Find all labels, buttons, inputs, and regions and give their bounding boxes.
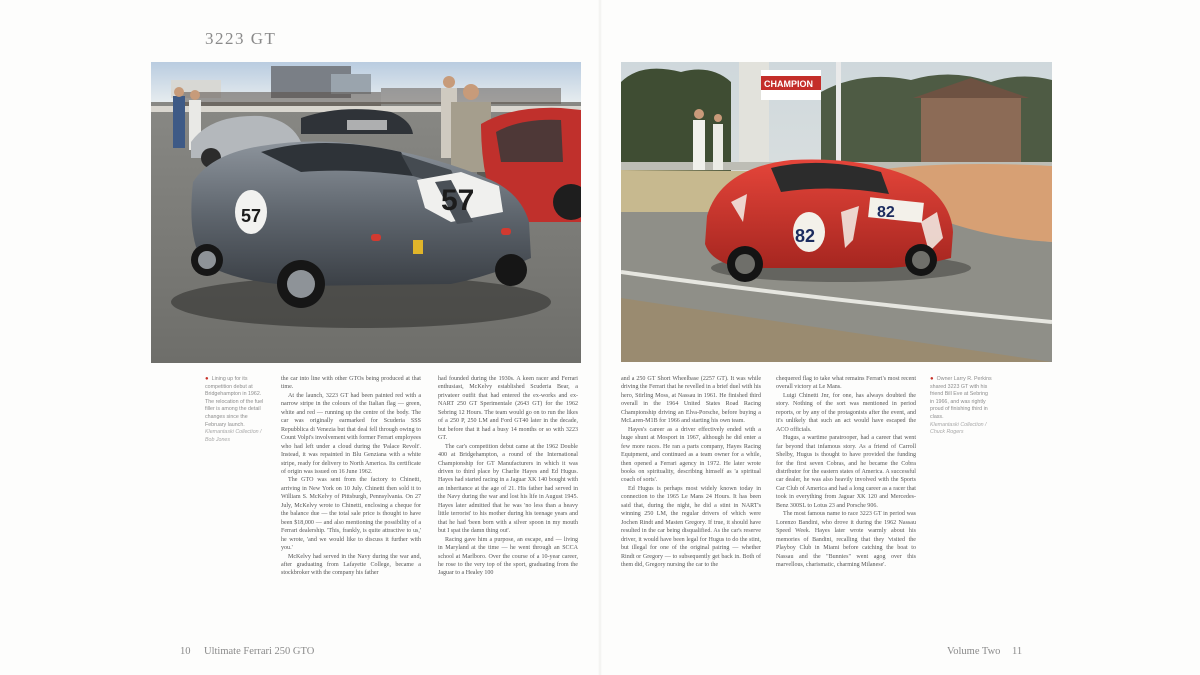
chapter-title: 3223 GT xyxy=(205,29,277,48)
body-column-1 xyxy=(281,375,421,578)
right-car-number: 82 xyxy=(877,204,895,221)
body-column-3 xyxy=(621,375,761,569)
paragraph: Hayes's career as a driver effectively ended with a huge shunt at Mosport in 1967, although he did enter a few more races. He ran a parts company, Hayes Racing Equipment, and continued as a team owner for a while, then opened a Ferrari agency in 1972. He later wrote books on spirituality, describing himself as 'a spiritual coach of sorts'. xyxy=(621,426,761,484)
body-column-2 xyxy=(438,375,578,578)
paragraph: Racing gave him a purpose, an escape, and — living in Maryland at the time — he went through an SCCA school at Marlboro. Over the course of a 10-year career, he rose to the very top of the sport, graduating from the Jaguar to a Healey 100 xyxy=(438,536,578,577)
right-caption-credit: Klemantaski Collection / Chuck Rogers xyxy=(930,421,987,436)
paragraph: The car's competition debut came at the 1962 Double 400 at Bridgehampton, a round of the International Championship for GT Manufacturers in which it was driven to third place by Charlie Hayes and Ed Hugus. Hayes had started racing in a Jaguar XK 140 bought with an inheritance at the age of 21. His father had served in the Navy during the war and lost his life in August 1945. Hayes later admitted that he was 'no less than a heavy little terrorist' to his mother during his teenage years and that he had 'been born with a silver spoon in my mouth but I spat the damn thing out'. xyxy=(438,443,578,535)
right-page-number: 11 xyxy=(1012,646,1023,657)
left-page-number: 10 xyxy=(180,646,191,657)
body-column-4 xyxy=(776,375,916,569)
champion-sign: CHAMPION xyxy=(764,79,813,89)
right-running-title: Volume Two xyxy=(947,646,1001,657)
left-car-number: 57 xyxy=(441,184,475,217)
left-car-side-number: 57 xyxy=(241,206,262,226)
paragraph: chequered flag to take what remains Ferrari's most recent overall victory at Le Mans. xyxy=(776,376,916,391)
left-photo-caption xyxy=(205,376,267,444)
paragraph: McKelvy had served in the Navy during the war and, after graduating from Lafayette College, became a stockbroker with the company his father xyxy=(281,553,421,577)
right-car-side-number: 82 xyxy=(795,226,816,246)
left-running-title: Ultimate Ferrari 250 GTO xyxy=(204,646,315,657)
paragraph: Luigi Chinetti Jnr, for one, has always doubted the story. Nothing of the sort was mentioned in period reports, or by any of the protagonists after the event, and it's unlikely that such an act would have escaped the ACO officials. xyxy=(776,392,916,433)
paragraph: The most famous name to race 3223 GT in period was Lorenzo Bandini, who drove it during the 1962 Nassau Speed Week. Hayes later wrote warmly about his memories of Bandini, recalling that they 'visited the Playboy Club in Miami before catching the boat to Nassau and the "Bunnies" went agog over this marvellous, charismatic, charming Milanese'. xyxy=(776,511,916,568)
left-caption-credit: Klemantaski Collection / Bob Jones xyxy=(205,429,262,443)
caption-bullet-icon: ● xyxy=(930,376,934,382)
caption-bullet-icon: ● xyxy=(205,376,209,382)
paragraph: had founded during the 1930s. A keen racer and Ferrari enthusiast, McKelvy established Scuderia Bear, a privateer outfit that had entered the ex-works and ex-NART 250 GT Sperimentale (2643 GT) for the 1962 Sebring 12 Hours. The team would go on to run the likes of a 250 P, 250 LM and Ford GT40 later in the decade, but before that it had a busy 14 months or so with 3223 GT. xyxy=(438,376,578,442)
right-photo xyxy=(621,62,1052,362)
paragraph: The GTO was sent from the factory to Chinetti, arriving in New York on 10 July. Chinetti then sold it to William S. McKelvy of Pittsburgh, Pennsylvania. On 27 July, McKelvy wrote to Chinetti, enclosing a cheque for the balance due — the total sale price is thought to have been $18,000 — and also mentioning the possibility of a Ferrari dealership. 'This, frankly, is quite attractive to us,' he wrote, 'and we would like to discuss it further with you.' xyxy=(281,477,421,552)
paragraph: the car into line with other GTOs being produced at that time. xyxy=(281,376,421,391)
left-photo-illustration xyxy=(151,62,581,363)
left-caption-text: Lining up for its competition debut at Bridgehampton in 1962. The relocation of the fuel filler is among the detail changes since the February launch. xyxy=(205,376,264,428)
paragraph: At the launch, 3223 GT had been painted red with a narrow stripe in the colours of the Italian flag — green, white and red — running up the centre of the body. The car was originally earmarked for Scuderia SSS Repubblica di Venezia but that deal fell through owing to Count Volpi's involvement with former Ferrari employees who had left under a cloud during the 'Palace Revolt'. Instead, it was repainted in Blu Genziana with a white stripe, ready for delivery to North America. Its certificate of origin was issued on 16 June 1962. xyxy=(281,392,421,475)
paragraph: and a 250 GT Short Wheelbase (2257 GT). It was while driving the Ferrari that he revelled in a brief duel with his hero, Stirling Moss, at Nassau in 1961. He finished third overall in the 1964 United States Road Racing Championship driving an Elva-Porsche, before buying a McLaren-M1B for 1966 and starting his own team. xyxy=(621,376,761,425)
paragraph: Ed Hugus is perhaps most widely known today in connection to the 1965 Le Mans 24 Hours. It has been said that, during the night, he did a stint in NART's winning 250 LM, the regular drivers of which were Jochen Rindt and Masten Gregory. If true, it should have resulted in the car being disqualified. As the car's reserve driver, it would have been legal for Hugus to do the stint, but illegal for one of the original pairing — whether Rindt or Gregory — to subsequently get back in. Both of them did, Gregory nursing the car to the xyxy=(621,485,761,568)
right-photo-caption xyxy=(930,376,992,437)
right-caption-text: Owner Larry R. Perkins shared 3223 GT with his friend Bill Eve at Sebring in 1966, and was rightly proud of finishing third in class. xyxy=(930,376,992,420)
right-photo-illustration xyxy=(621,62,1052,362)
page-gutter xyxy=(598,0,602,675)
paragraph: Hugus, a wartime paratrooper, had a career that went far beyond that infamous story. As a friend of Carroll Shelby, Hugus is thought to have provided the funding for the first seven Cobras, and he became the Cobra distributor for the eastern states of America. A successful car dealer, he was also heavily involved with the Sports Car Club of America and had a long career as a racer that took in everything from Jaguar XK 120 and Mercedes-Benz 300SL to Lotus 23 and Porsche 906. xyxy=(776,435,916,509)
left-photo xyxy=(151,62,581,363)
